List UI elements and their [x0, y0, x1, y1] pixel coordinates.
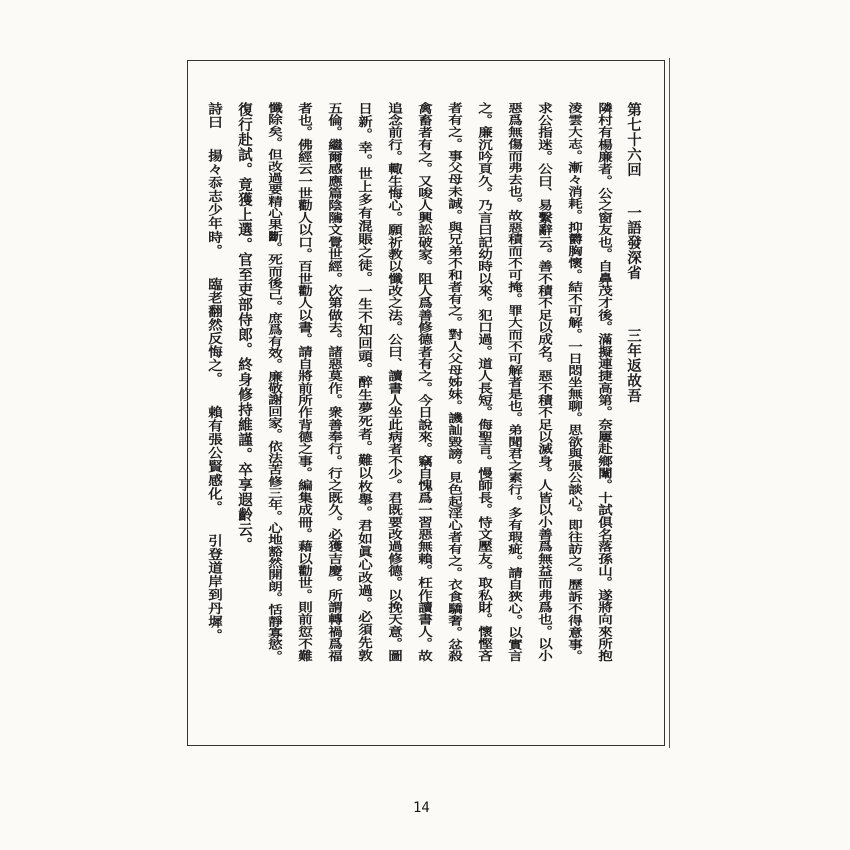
- text-column: 淩雲大志。漸々消耗。抑欝胸懷。結不可解。一日悶坐無聊。思欲與張公談心。即往訪之。歷訴不得意事。: [566, 102, 583, 662]
- poem: [203, 102, 225, 662]
- text-column: 惡爲無傷而弗去也。故惡積而不可掩。罪大而不可解者是也。弟聞君之素行。多有瑕疵。請自狹心。以實言: [506, 102, 523, 662]
- text-column: 追念前行。輙生悔心。願祈教以懺改之法。公曰、讀書人坐此病者不少。君既要改過修德。以挽天意。圖: [386, 102, 403, 662]
- chapter-number: 第七十六回: [625, 102, 642, 177]
- text-column: 禽畜者有之。又唆人興訟破家。阻人爲善修德者有之。今日說來。竊自愧爲一習惡無賴。枉作讀書人。故: [416, 102, 433, 662]
- border-double-line: [669, 58, 670, 748]
- chapter-heading: [622, 102, 644, 431]
- text-column: 之。廉沉吟頁久。乃言曰記幼時以來。犯口過。道人長短。侮聖言。慢師長。恃文壓友。取私財。懷慳吝: [476, 102, 493, 662]
- text-column: 懺除矣。但改過要精心果斷。死而後己。庶爲有效。廉敬謝回家。依法苦修三年。心地豁然開朗。恬靜寡慾。: [266, 102, 283, 662]
- chapter-title-a: 一語發深省: [625, 205, 642, 280]
- text-column: 者也。佛經云一世勸人以口。百世勸人以書。請自將前所作背德之事。編集成冊。藉以勸世。則前愆不難: [296, 102, 313, 662]
- text-column: 者有之。事父母未誠。與兄弟不和者有之。對人父母姊妹。譏訕毀謗。見色起淫心者有之。衣食驕奢。忿殺: [446, 102, 463, 662]
- text-column: 日新。幸。世上多有混賬之徒。一生不知回頭。醉生夢死者。難以枚舉。君如眞心改過。必須先敦: [356, 102, 373, 662]
- poem-label: 詩曰: [206, 102, 223, 130]
- chapter-title-b: 三年返故吾: [625, 328, 642, 403]
- poem-line: 引登道岸到丹墀。: [206, 533, 223, 643]
- poem-line: 揚々忝志少年時。: [206, 148, 223, 258]
- text-column: 求公指迷。公曰、易繫辭云。善不積不足以成名。惡不積不足以滅身。人皆以小善爲無益而弗爲也。以小: [536, 102, 553, 662]
- page-number: 14: [413, 800, 430, 816]
- text-column: 復行赴試。竟獲上選。官至吏部侍郎。終身修持維謹。卒享遐齡云。: [236, 102, 253, 552]
- poem-line: 賴有張公賢感化。: [206, 405, 223, 514]
- text-column: 隣村有楊廉者。公之窗友也。自鼻茂才後。滿擬連捷高第。奈屢赴鄉闈。十試俱名落孫山。遂將向來所抱: [596, 102, 613, 662]
- text-column: 五倫。繼爾感應篇陰隲文覺世經。次第做去。諸惡莫作。衆善奉行。行之既久。必獲吉慶。所謂轉禍爲福: [326, 102, 343, 662]
- poem-line: 臨老翻然反悔之。: [206, 277, 223, 386]
